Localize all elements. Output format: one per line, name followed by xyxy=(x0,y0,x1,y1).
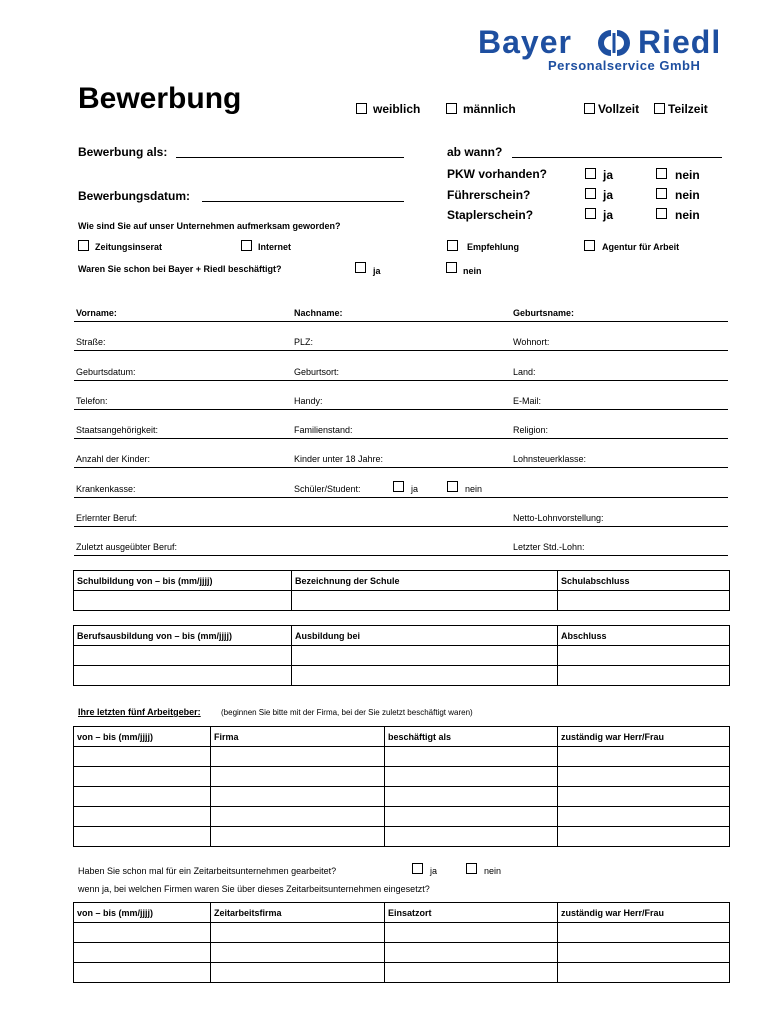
table-cell[interactable] xyxy=(211,807,385,827)
table-cell[interactable] xyxy=(558,807,730,827)
table-cell[interactable] xyxy=(74,767,211,787)
zeitarbeit-question: Haben Sie schon mal für ein Zeitarbeitsunternehmen gearbeitet? xyxy=(78,866,337,876)
email-label: E-Mail: xyxy=(513,396,542,406)
table-cell[interactable] xyxy=(292,666,558,686)
separator xyxy=(74,497,728,498)
teilzeit-label: Teilzeit xyxy=(668,102,708,116)
table-header-cell: von – bis (mm/jjjj) xyxy=(74,727,211,747)
maennlich-checkbox[interactable] xyxy=(446,103,457,114)
zuletzt-beruf-label: Zuletzt ausgeübter Beruf: xyxy=(76,542,178,552)
separator xyxy=(74,321,728,322)
table-cell[interactable] xyxy=(385,787,558,807)
zeitarbeit-nein-checkbox[interactable] xyxy=(466,863,477,874)
table-header-cell: Berufsausbildung von – bis (mm/jjjj) xyxy=(74,626,292,646)
land-label: Land: xyxy=(513,367,536,377)
separator xyxy=(74,380,728,381)
previous-nein-label: nein xyxy=(463,266,482,276)
handy-label: Handy: xyxy=(294,396,323,406)
staplerschein-nein-checkbox[interactable] xyxy=(656,208,667,219)
arbeitgeber-heading: Ihre letzten fünf Arbeitgeber: xyxy=(78,707,201,717)
weiblich-checkbox[interactable] xyxy=(356,103,367,114)
zeitungsinserat-checkbox[interactable] xyxy=(78,240,89,251)
previous-ja-checkbox[interactable] xyxy=(355,262,366,273)
table-row xyxy=(74,666,730,686)
table-row xyxy=(74,787,730,807)
fuehrerschein-ja-checkbox[interactable] xyxy=(585,188,596,199)
table-cell[interactable] xyxy=(292,646,558,666)
table-row xyxy=(74,807,730,827)
geburtsdatum-label: Geburtsdatum: xyxy=(76,367,136,377)
table-cell[interactable] xyxy=(211,787,385,807)
arbeitgeber-table xyxy=(73,726,730,847)
table-cell[interactable] xyxy=(74,827,211,847)
pkw-ja-label: ja xyxy=(603,168,614,182)
separator xyxy=(74,526,728,527)
telefon-label: Telefon: xyxy=(76,396,108,406)
source-question: Wie sind Sie auf unser Unternehmen aufmerksam geworden? xyxy=(78,221,341,231)
table-header-cell: Zeitarbeitsfirma xyxy=(211,903,385,923)
table-cell[interactable] xyxy=(558,666,730,686)
table-cell[interactable] xyxy=(74,591,292,611)
maennlich-label: männlich xyxy=(463,102,516,116)
previous-question: Waren Sie schon bei Bayer + Riedl beschäftigt? xyxy=(78,264,282,274)
krankenkasse-label: Krankenkasse: xyxy=(76,484,136,494)
staplerschein-label: Staplerschein? xyxy=(447,208,534,222)
table-cell[interactable] xyxy=(558,963,730,983)
table-cell[interactable] xyxy=(385,767,558,787)
zeitarbeit-table xyxy=(73,902,730,983)
kinder-label: Anzahl der Kinder: xyxy=(76,454,151,464)
table-cell[interactable] xyxy=(385,943,558,963)
teilzeit-checkbox[interactable] xyxy=(654,103,665,114)
table-cell[interactable] xyxy=(211,963,385,983)
zeitarbeit-followup: wenn ja, bei welchen Firmen waren Sie über dieses Zeitarbeitsunternehmen eingesetzt? xyxy=(78,884,430,894)
table-row xyxy=(74,963,730,983)
table-header-cell: zuständig war Herr/Frau xyxy=(558,727,730,747)
table-cell[interactable] xyxy=(211,767,385,787)
plz-label: PLZ: xyxy=(294,337,314,347)
bewerbung-als-label: Bewerbung als: xyxy=(78,145,168,159)
table-header-cell: Firma xyxy=(211,727,385,747)
arbeitgeber-note: (beginnen Sie bitte mit der Firma, bei der Sie zuletzt beschäftigt waren) xyxy=(221,708,473,717)
table-header-row xyxy=(74,903,730,923)
table-cell[interactable] xyxy=(74,787,211,807)
vollzeit-checkbox[interactable] xyxy=(584,103,595,114)
staplerschein-ja-label: ja xyxy=(603,208,614,222)
logo-emblem-icon xyxy=(598,27,630,59)
internet-checkbox[interactable] xyxy=(241,240,252,251)
strasse-label: Straße: xyxy=(76,337,106,347)
table-cell[interactable] xyxy=(211,747,385,767)
zeitungsinserat-label: Zeitungsinserat xyxy=(95,242,163,252)
table-cell[interactable] xyxy=(385,827,558,847)
table-cell[interactable] xyxy=(74,747,211,767)
table-cell[interactable] xyxy=(558,646,730,666)
familienstand-label: Familienstand: xyxy=(294,425,353,435)
agentur-label: Agentur für Arbeit xyxy=(602,242,680,252)
erlernter-beruf-label: Erlernter Beruf: xyxy=(76,513,138,523)
table-cell[interactable] xyxy=(74,666,292,686)
staplerschein-ja-checkbox[interactable] xyxy=(585,208,596,219)
std-lohn-label: Letzter Std.-Lohn: xyxy=(513,542,585,552)
table-header-row xyxy=(74,626,730,646)
table-row xyxy=(74,747,730,767)
separator xyxy=(74,350,728,351)
pkw-nein-checkbox[interactable] xyxy=(656,168,667,179)
table-header-cell: Einsatzort xyxy=(385,903,558,923)
table-cell[interactable] xyxy=(385,963,558,983)
geburtsort-label: Geburtsort: xyxy=(294,367,340,377)
schueler-student-label: Schüler/Student: xyxy=(294,484,361,494)
table-header-cell: von – bis (mm/jjjj) xyxy=(74,903,211,923)
table-header-cell: zuständig war Herr/Frau xyxy=(558,903,730,923)
table-cell[interactable] xyxy=(74,646,292,666)
page-title: Bewerbung xyxy=(78,82,242,115)
staatsangehoerigkeit-label: Staatsangehörigkeit: xyxy=(76,425,159,435)
fuehrerschein-nein-label: nein xyxy=(675,188,700,202)
table-cell[interactable] xyxy=(385,807,558,827)
weiblich-label: weiblich xyxy=(373,102,421,116)
bewerbungsdatum-label: Bewerbungsdatum: xyxy=(78,189,191,203)
table-header-row xyxy=(74,727,730,747)
table-cell[interactable] xyxy=(292,591,558,611)
logo-subtitle: Personalservice GmbH xyxy=(548,58,701,73)
netto-lohn-label: Netto-Lohnvorstellung: xyxy=(513,513,604,523)
table-cell[interactable] xyxy=(385,747,558,767)
internet-label: Internet xyxy=(258,242,292,252)
table-row xyxy=(74,591,730,611)
table-cell[interactable] xyxy=(558,827,730,847)
table-cell[interactable] xyxy=(385,923,558,943)
pkw-nein-label: nein xyxy=(675,168,700,182)
table-cell[interactable] xyxy=(558,943,730,963)
table-cell[interactable] xyxy=(558,591,730,611)
table-cell[interactable] xyxy=(74,807,211,827)
fuehrerschein-nein-checkbox[interactable] xyxy=(656,188,667,199)
table-header-cell: Schulbildung von – bis (mm/jjjj) xyxy=(74,571,292,591)
student-ja-label: ja xyxy=(411,484,419,494)
pkw-ja-checkbox[interactable] xyxy=(585,168,596,179)
zeitarbeit-ja-checkbox[interactable] xyxy=(412,863,423,874)
previous-nein-checkbox[interactable] xyxy=(446,262,457,273)
table-row xyxy=(74,827,730,847)
table-cell[interactable] xyxy=(74,943,211,963)
kinder-unter-18-label: Kinder unter 18 Jahre: xyxy=(294,454,384,464)
vollzeit-label: Vollzeit xyxy=(598,102,640,116)
table-row xyxy=(74,646,730,666)
vorname-label: Vorname: xyxy=(76,308,117,318)
bewerbungsdatum-field[interactable] xyxy=(202,201,404,202)
table-cell[interactable] xyxy=(74,963,211,983)
separator xyxy=(74,467,728,468)
table-cell[interactable] xyxy=(558,767,730,787)
table-header-cell: beschäftigt als xyxy=(385,727,558,747)
table-cell[interactable] xyxy=(558,923,730,943)
table-cell[interactable] xyxy=(211,943,385,963)
berufsausbildung-table xyxy=(73,625,730,686)
table-header-cell: Bezeichnung der Schule xyxy=(292,571,558,591)
separator xyxy=(74,438,728,439)
table-cell[interactable] xyxy=(74,923,211,943)
table-cell[interactable] xyxy=(558,747,730,767)
student-nein-label: nein xyxy=(465,484,483,494)
pkw-label: PKW vorhanden? xyxy=(447,167,548,181)
logo-name-right: Riedl xyxy=(638,24,722,60)
empfehlung-label: Empfehlung xyxy=(467,242,519,252)
zeitarbeit-ja-label: ja xyxy=(430,866,438,876)
table-row xyxy=(74,767,730,787)
zeitarbeit-nein-label: nein xyxy=(484,866,502,876)
table-header-cell: Ausbildung bei xyxy=(292,626,558,646)
student-nein-checkbox[interactable] xyxy=(447,481,458,492)
wohnort-label: Wohnort: xyxy=(513,337,550,347)
logo-name-left: Bayer xyxy=(478,24,572,60)
nachname-label: Nachname: xyxy=(294,308,343,318)
table-header-cell: Abschluss xyxy=(558,626,730,646)
fuehrerschein-label: Führerschein? xyxy=(447,188,531,202)
previous-ja-label: ja xyxy=(373,266,381,276)
ab-wann-field[interactable] xyxy=(512,157,722,158)
schulbildung-table xyxy=(73,570,730,611)
student-ja-checkbox[interactable] xyxy=(393,481,404,492)
table-cell[interactable] xyxy=(558,787,730,807)
table-cell[interactable] xyxy=(211,827,385,847)
staplerschein-nein-label: nein xyxy=(675,208,700,222)
fuehrerschein-ja-label: ja xyxy=(603,188,614,202)
agentur-checkbox[interactable] xyxy=(584,240,595,251)
table-header-cell: Schulabschluss xyxy=(558,571,730,591)
bewerbung-als-field[interactable] xyxy=(176,157,404,158)
table-header-row xyxy=(74,571,730,591)
geburtsname-label: Geburtsname: xyxy=(513,308,575,318)
empfehlung-checkbox[interactable] xyxy=(447,240,458,251)
ab-wann-label: ab wann? xyxy=(447,145,503,159)
separator xyxy=(74,409,728,410)
table-row xyxy=(74,943,730,963)
lohnsteuerklasse-label: Lohnsteuerklasse: xyxy=(513,454,587,464)
table-row xyxy=(74,923,730,943)
religion-label: Religion: xyxy=(513,425,549,435)
separator xyxy=(74,555,728,556)
table-cell[interactable] xyxy=(211,923,385,943)
